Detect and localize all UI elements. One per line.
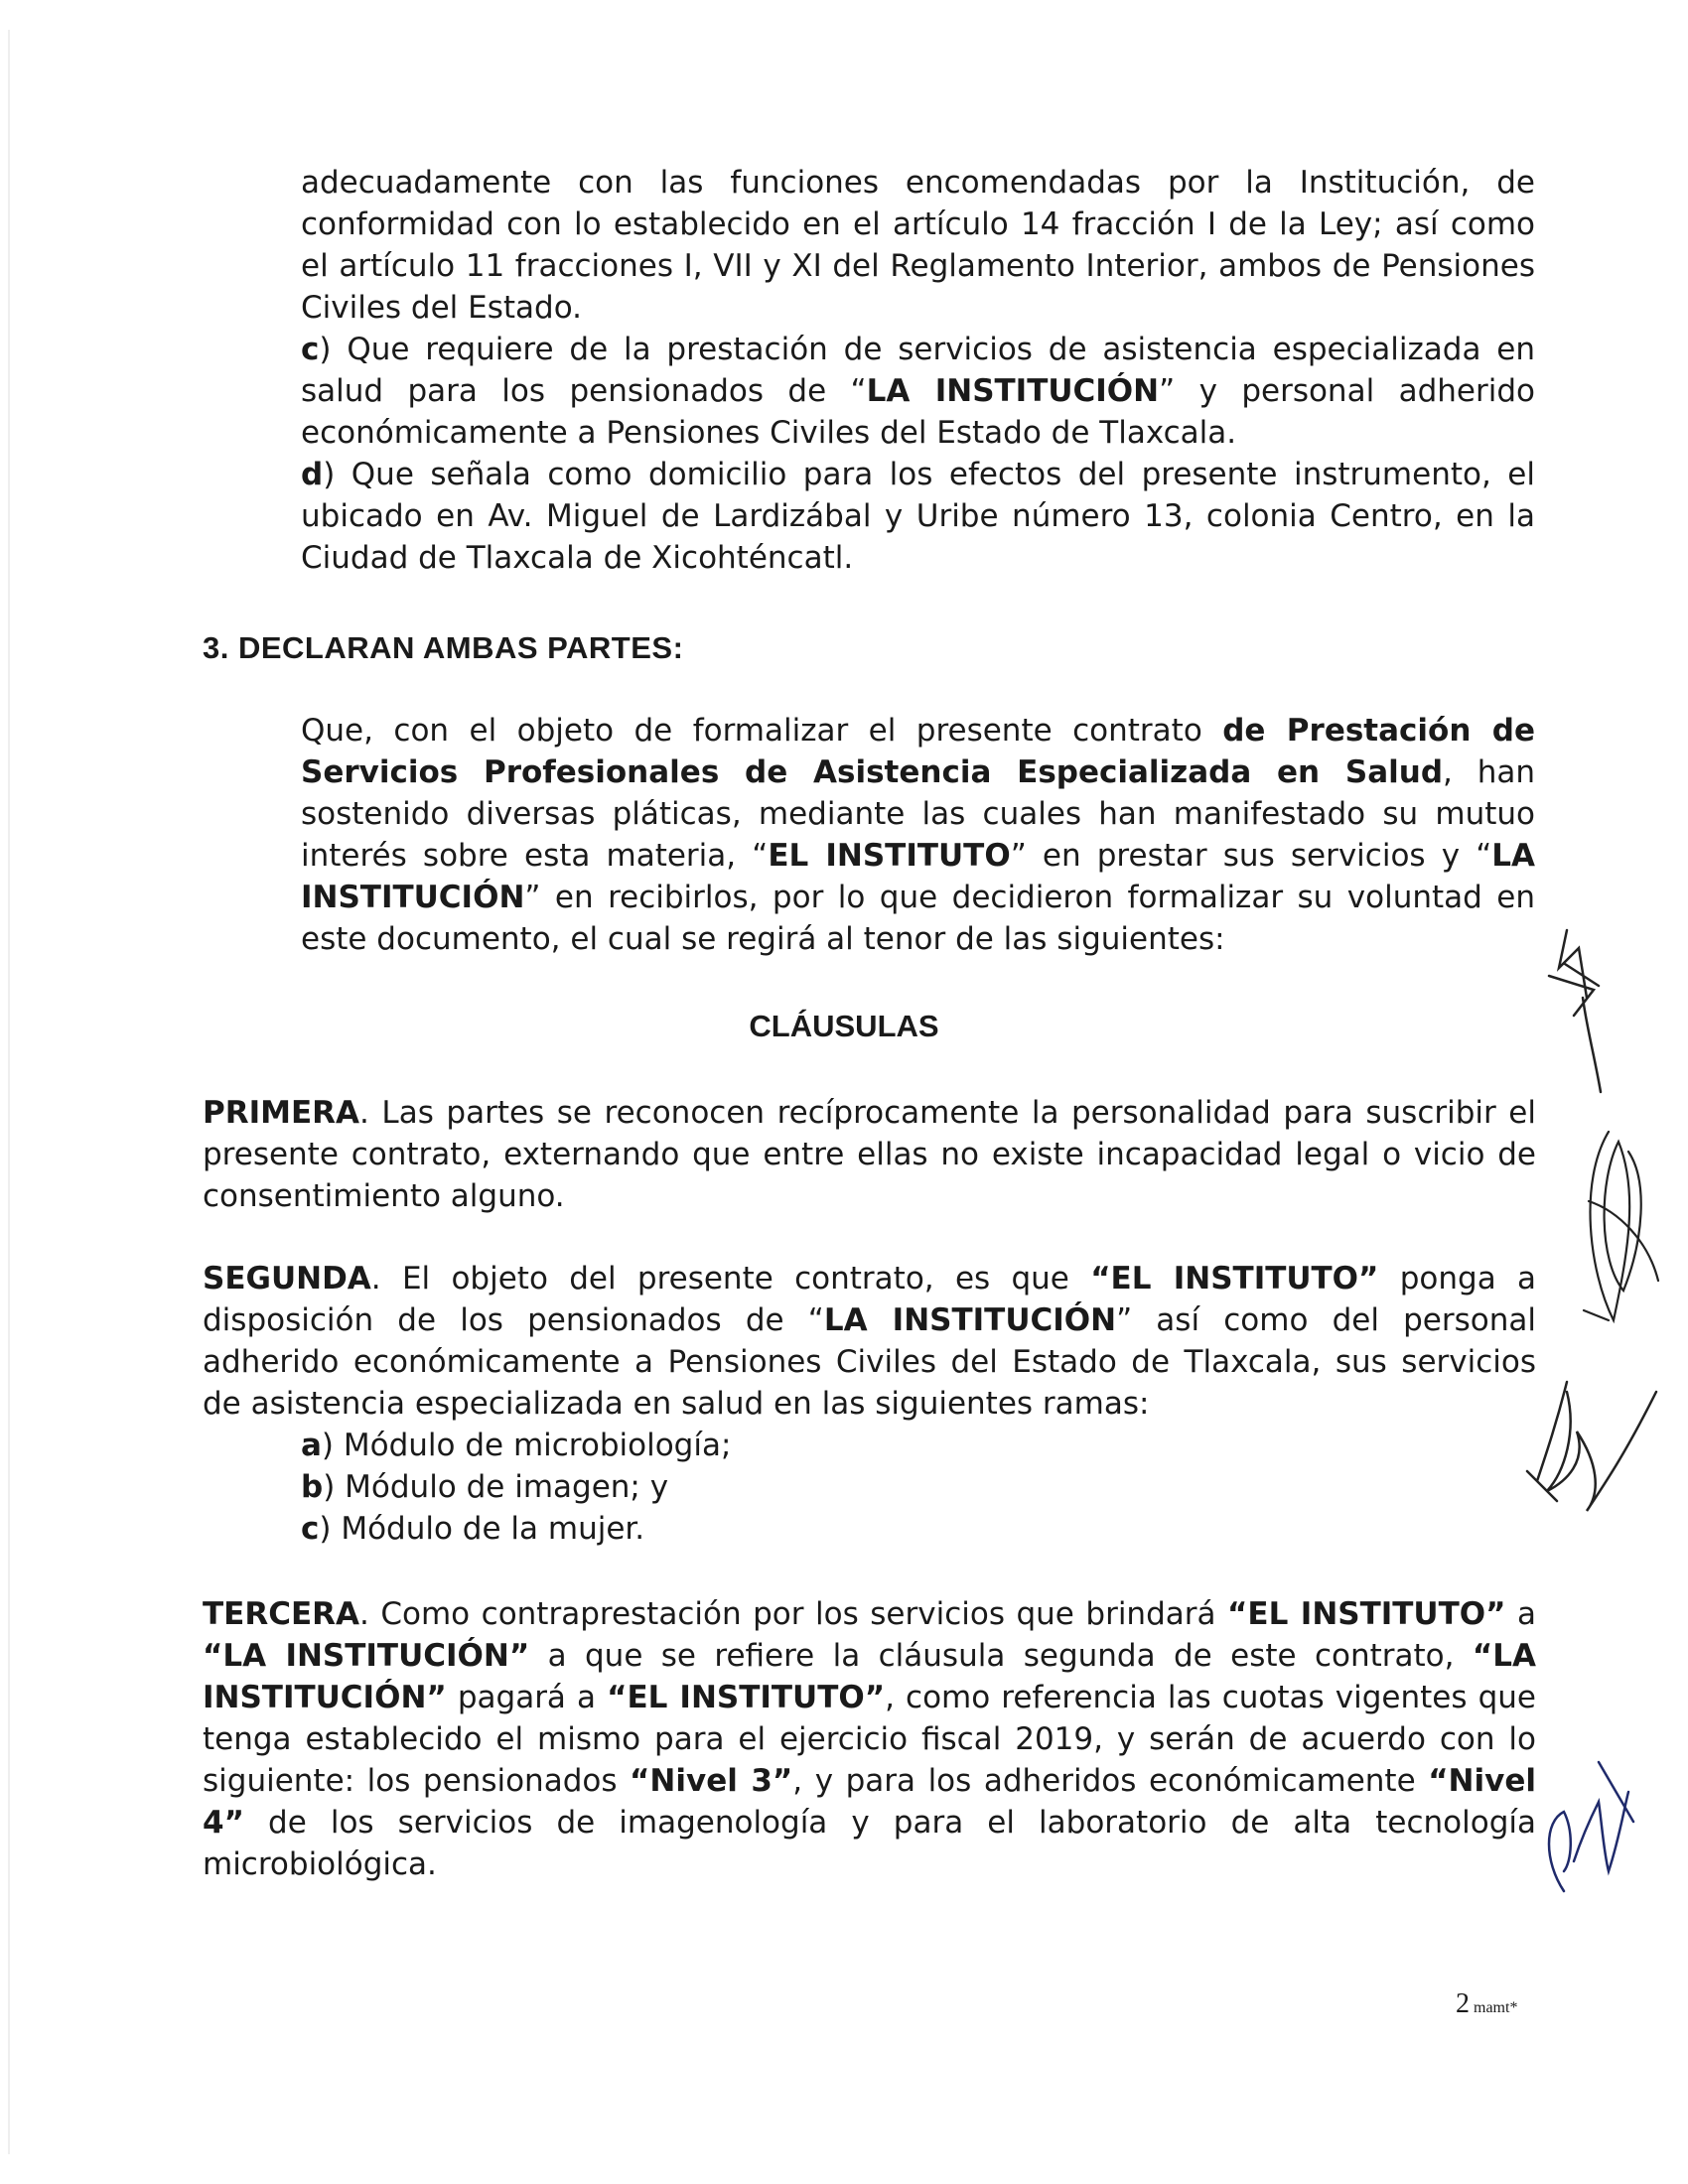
preparer-initials: mamt*	[1474, 1999, 1518, 2016]
item-d-marker: d	[301, 457, 324, 492]
contract-title-bold: de Prestación de Servicios Profesionales de Asistencia Especializada en Salud	[301, 713, 1535, 790]
clause-primera-label: PRIMERA	[203, 1095, 360, 1131]
declaration-2-block	[301, 162, 1535, 579]
list-item: c) Módulo de la mujer.	[301, 1511, 645, 1547]
la-institucion-term: LA INSTITUCIÓN	[866, 373, 1160, 409]
margin-signature-4	[1524, 1752, 1643, 1901]
el-instituto-term: “EL INSTITUTO”	[1090, 1261, 1379, 1297]
nivel-4-term: “Nivel 4”	[203, 1763, 1536, 1841]
list-item: b) Módulo de imagen; y	[301, 1469, 669, 1505]
scan-edge-rule	[8, 30, 10, 2154]
item-c-marker: c	[301, 332, 320, 367]
la-institucion-term: LA INSTITUCIÓN	[301, 838, 1536, 915]
margin-signature-1	[1539, 928, 1628, 1097]
declaration-2-continuation: adecuadamente con las funciones encomendadas por la Institución, de conformidad con lo establecido en el artículo 14 fracción I de la Ley; así como el artículo 11 fracciones I, VII y XI del Reglamento Interior, ambos de Pensiones Civiles del Estado.	[301, 165, 1535, 326]
list-item: a) Módulo de microbiología;	[301, 1428, 732, 1463]
page-number: 2 mamt*	[1456, 1988, 1518, 2019]
clause-primera: PRIMERA. Las partes se reconocen recíprocamente la personalidad para suscribir el presente contrato, externando que entre ellas no existe incapacidad legal o vicio de consentimiento alguno.	[203, 1095, 1536, 1214]
margin-signature-3	[1507, 1372, 1666, 1521]
section-3-heading: 3. DECLARAN AMBAS PARTES:	[203, 630, 684, 665]
el-instituto-term: EL INSTITUTO	[768, 838, 1011, 874]
clause-tercera: TERCERA. Como contraprestación por los servicios que brindará “EL INSTITUTO” a “LA INSTITUCIÓN” a que se refiere la cláusula segunda de este contrato, “LA INSTITUCIÓN” pagará a “EL INSTITUTO”, como referencia las cuotas vigentes que tenga establecido el mismo para el ejercicio fiscal 2019, y serán de acuerdo con lo siguiente: los pensionados “Nivel 3”, y para los adheridos económicamente “Nivel 4” de los servicios de imagenología y para el laboratorio de alta tecnología microbiológica.	[203, 1596, 1537, 1882]
declaration-2-item-c: c) Que requiere de la prestación de servicios de asistencia especializada en salud para los pensionados de “LA INSTITUCIÓN” y personal adherido económicamente a Pensiones Civiles del Estado de Tlaxcala.	[301, 332, 1535, 451]
clause-tercera-label: TERCERA	[203, 1596, 359, 1632]
segunda-module-list	[301, 1425, 731, 1550]
clause-segunda: SEGUNDA. El objeto del presente contrato, es que “EL INSTITUTO” ponga a disposición de los pensionados de “LA INSTITUCIÓN” así como del personal adherido económicamente a Pensiones Civiles del Estado de Tlaxcala, sus servicios de asistencia especializada en salud en las siguientes ramas:	[203, 1261, 1536, 1422]
clausulas-title: CLÁUSULAS	[749, 1009, 939, 1043]
section-3-paragraph: Que, con el objeto de formalizar el presente contrato de Prestación de Servicios Profesionales de Asistencia Especializada en Salud, han sostenido diversas pláticas, mediante las cuales han manifestado su mutuo interés sobre esta materia, “EL INSTITUTO” en prestar sus servicios y “LA INSTITUCIÓN” en recibirlos, por lo que decidieron formalizar su voluntad en este documento, el cual se regirá al tenor de las siguientes:	[301, 713, 1536, 957]
margin-signature-2	[1569, 1122, 1668, 1340]
nivel-3-term: “Nivel 3”	[630, 1763, 793, 1799]
la-institucion-term: LA INSTITUCIÓN	[823, 1302, 1117, 1338]
clause-segunda-label: SEGUNDA	[203, 1261, 371, 1297]
declaration-2-item-d: d) Que señala como domicilio para los efectos del presente instrumento, el ubicado en Av. Miguel de Lardizábal y Uribe número 13, colonia Centro, en la Ciudad de Tlaxcala de Xicohténcatl.	[301, 457, 1535, 576]
